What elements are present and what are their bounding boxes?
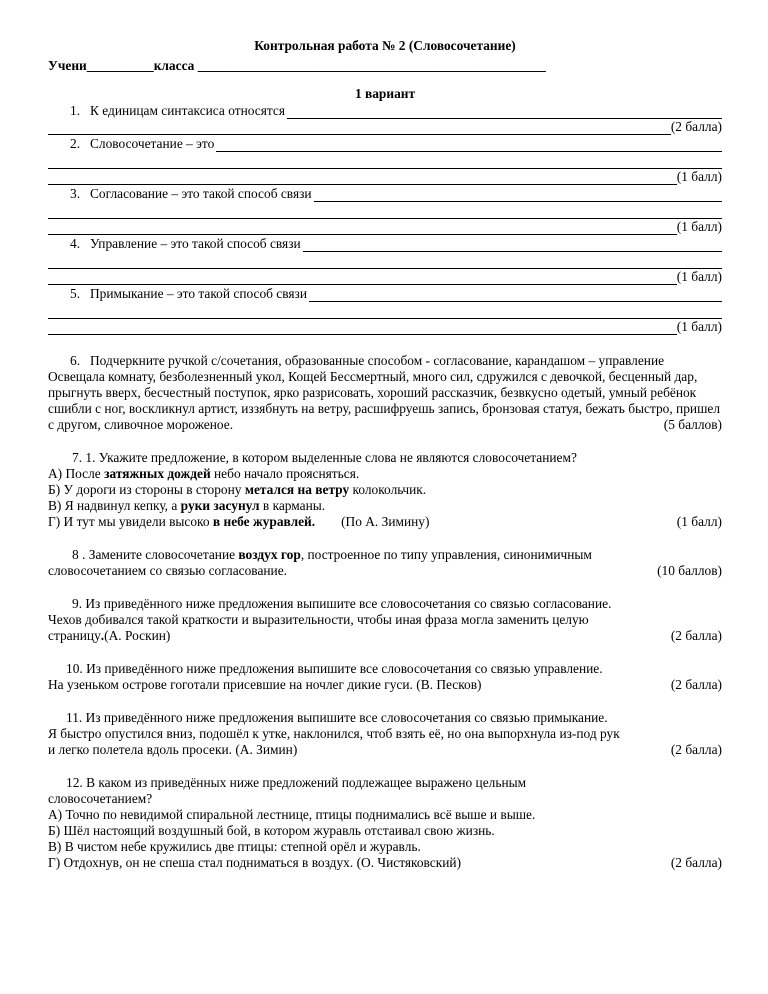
question-12: 12. В каком из приведённых ниже предложений подлежащее выражено цельным словосочетанием? А) Точно по невидимой спиральной лестнице, птицы поднимались всё выше и выше. Б) Шёл настоящий воздушный бой, в котором журавль отстаивал свою жизнь. В) В чистом небе кружились две птицы: степной орёл и журавль. Г) Отдохнув, он не спеша стал подниматься в воздух. (О. Чистяковский) (2 балла) [48,775,722,870]
answer-line[interactable] [48,122,671,135]
question-6-text: Освещала комнату, безболезненный укол, Кощей Бессмертный, много сил, сдружился с девочкой, бесценный дар, прыгнуть вверх, бесчестный поступок, ярко разрисовать, хороший рассказчик, безвкусно одетый, умный ребёнок сшибли с ног, воскликнул артист, иззябнуть на ветру, расшифруешь запись, бронзовая статуя, бежать быстро, пришел с другом, сливочное мороженое. (5 баллов) [48,369,722,432]
question-7-options [48,466,722,530]
option-a: А) Точно по невидимой спиральной лестнице, птицы поднимались всё выше и выше. [48,807,536,822]
points: (10 баллов) [657,563,722,578]
answer-line[interactable] [48,272,677,285]
answer-line[interactable] [48,322,677,335]
question-7-prompt: 7. 1. Укажите предложение, в котором выделенные слова не являются словосочетанием? [72,450,577,465]
student-line: Учени__________класса ____________________________________________________ [48,58,546,73]
question-9: 9. Из приведённого ниже предложения выпишите все словосочетания со связью согласование. Чехов добивался такой краткости и выразительности, чтобы иная фраза могла заменить целую страницу.(А. Роскин) (2 балла) [48,596,722,643]
question-10: 10. Из приведённого ниже предложения выпишите все словосочетания со связью управление. На узеньком острове гоготали присевшие на ночлег дикие гуси. (В. Песков) (2 балла) [48,661,722,692]
answer-line[interactable] [48,172,677,185]
option-b: Б) У дороги из стороны в сторону метался на ветру колокольчик. [48,482,427,497]
answer-line[interactable] [48,222,677,235]
points: (2 балла) [670,628,722,643]
question-7 [48,450,722,530]
answer-line[interactable] [216,139,722,152]
option-a: А) После затяжных дождей небо начало проясняться. [48,466,360,481]
question-2: 2. Словосочетание – это [48,135,722,152]
question-11: 11. Из приведённого ниже предложения выпишите все словосочетания со связью примыкание. Я быстро опустился вниз, подошёл к утке, наклонился, чтоб взять её, но она выпорхнула из-под рук и легко полетела вдоль просеки. (А. Зимин) (2 балла) [48,710,722,757]
option-d: Г) Отдохнув, он не спеша стал подниматься в воздух. (О. Чистяковский) (2 балла) [48,855,722,870]
document-page [48,38,722,871]
option-c: В) В чистом небе кружились две птицы: степной орёл и журавль. [48,839,421,854]
question-5: 5. Примыкание – это такой способ связи [48,285,722,302]
question-3-last-line [48,219,722,235]
question-4-last-line [48,269,722,285]
points: (1 балл) [676,514,722,529]
question-8: 8 . Замените словосочетание воздух гор, построенное по типу управления, синонимичным словосочетанием со связью согласование. (10 баллов) [48,547,722,578]
question-2-last-line [48,169,722,185]
points: (1 балл) [676,219,722,234]
option-d: Г) И тут мы увидели высоко в небе журавлей. (По А. Зимину) (1 балл) [48,514,722,529]
answer-line[interactable] [48,152,722,169]
option-b: Б) Шёл настоящий воздушный бой, в котором журавль отстаивал свою жизнь. [48,823,495,838]
points: (5 баллов) [663,417,722,432]
points: (2 балла) [670,677,722,692]
question-4: 4. Управление – это такой способ связи [48,235,722,252]
answer-line[interactable] [309,289,722,302]
question-6: 6. Подчеркните ручкой с/сочетания, образованные способом - согласование, карандашом – управление Освещала комнату, безболезненный укол, Кощей Бессмертный, много сил, сдружился с девочкой, бесценный дар, прыгнуть вверх, бесчестный поступок, ярко разрисовать, хороший рассказчик, безвкусно одетый, умный ребёнок сшибли с ног, воскликнул артист, иззябнуть на ветру, расшифруешь запись, бронзовая статуя, бежать быстро, пришел с другом, сливочное мороженое. (5 баллов) [48,353,722,432]
points: (2 балла) [670,742,722,757]
variant-heading: 1 вариант [354,86,416,101]
points: (2 балла) [670,119,722,134]
question-6-prompt: Подчеркните ручкой с/сочетания, образованные способом - согласование, карандашом – управление [90,353,665,368]
answer-line[interactable] [48,202,722,219]
question-1: 1. К единицам синтаксиса относятся [48,102,722,119]
answer-line[interactable] [287,106,722,119]
points: (1 балл) [676,269,722,284]
answer-line[interactable] [303,239,722,252]
points: (2 балла) [670,855,722,870]
answer-line[interactable] [314,189,722,202]
points: (1 балл) [676,169,722,184]
question-3: 3. Согласование – это такой способ связи [48,185,722,202]
answer-line[interactable] [48,252,722,269]
page-title: Контрольная работа № 2 (Словосочетание) [254,38,516,53]
question-1-last-line [48,119,722,135]
source: (По А. Зимину) [341,514,430,529]
answer-line[interactable] [48,302,722,319]
option-c: В) Я надвинул кепку, а руки засунул в карманы. [48,498,326,513]
question-5-last-line [48,319,722,335]
points: (1 балл) [676,319,722,334]
